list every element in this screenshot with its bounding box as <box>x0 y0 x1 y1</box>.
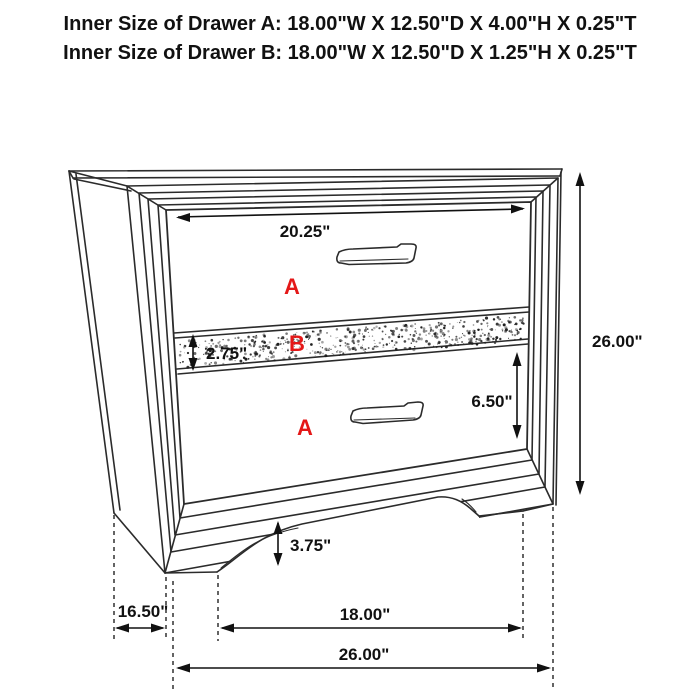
label-band-b: B <box>289 331 305 356</box>
arrow-left-icon <box>115 624 129 633</box>
dim-side-depth <box>115 602 168 633</box>
handle-top-drawer <box>337 244 416 265</box>
arrow-right-icon <box>511 205 525 214</box>
arrow-right-icon <box>537 664 551 673</box>
dim-overall-width <box>176 645 551 673</box>
handle-bottom-drawer <box>351 402 423 424</box>
arrow-left-icon <box>176 664 190 673</box>
dim-overall-height-label: 26.00" <box>592 332 643 351</box>
arrow-down-icon <box>513 425 522 439</box>
arrow-up-icon <box>274 521 283 534</box>
arrow-up-icon <box>513 352 522 366</box>
dim-overall-width-label: 26.00" <box>338 645 390 664</box>
dim-band-height-label: 2.75" <box>206 344 248 363</box>
label-drawer-a-bottom: A <box>297 415 313 440</box>
dim-bottom-drawer-height <box>471 352 521 439</box>
arrow-down-icon <box>576 481 585 495</box>
title-line-drawer-a: Inner Size of Drawer A: 18.00"W X 12.50"D X 4.00"H X 0.25"T <box>63 13 637 35</box>
feet-apron <box>165 497 553 615</box>
title-line-drawer-b: Inner Size of Drawer B: 18.00"W X 12.50"D X 1.25"H X 0.25"T <box>63 42 637 64</box>
arrow-right-icon <box>151 624 165 633</box>
dim-side-depth-label: 16.50" <box>117 602 169 621</box>
dim-inner-width-label: 20.25" <box>279 222 331 241</box>
label-drawer-a-top: A <box>284 274 300 299</box>
dim-inner-width <box>176 205 525 242</box>
arrow-left-icon <box>220 624 234 633</box>
glitter-band <box>174 307 529 374</box>
arrow-up-icon <box>576 172 585 186</box>
arrow-right-icon <box>508 624 522 633</box>
dim-bottom-drawer-height-label: 6.50" <box>471 392 513 411</box>
arrow-left-icon <box>176 213 190 222</box>
dim-foot-height-label: 3.75" <box>290 536 332 555</box>
dim-inner-span-label: 18.00" <box>339 605 391 624</box>
dim-overall-height <box>576 172 643 495</box>
